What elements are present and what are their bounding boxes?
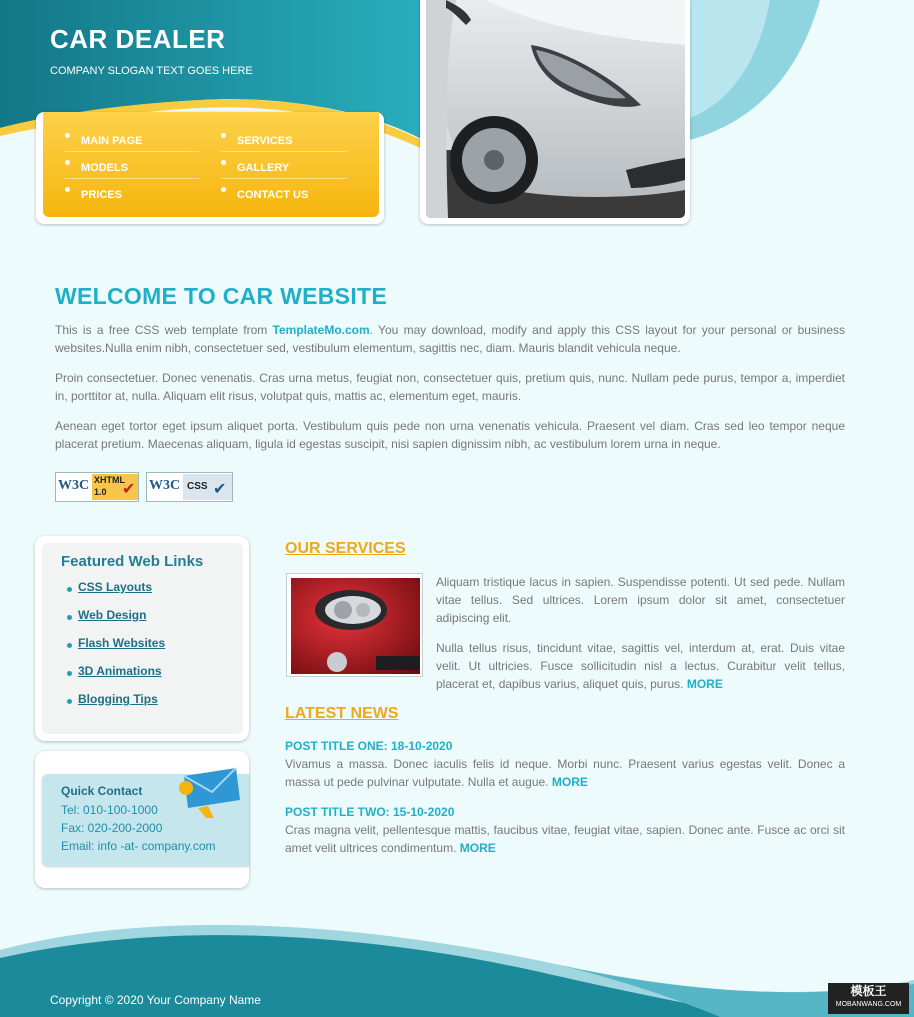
w3c-logo-text: W3C — [58, 478, 90, 493]
header-car-photo — [426, 0, 685, 218]
watermark-url: MOBANWANG.COM — [835, 1001, 902, 1008]
menu-item-main-page[interactable] — [65, 135, 199, 152]
quick-contact-title: Quick Contact — [61, 784, 143, 798]
services-paragraph-2 — [436, 639, 845, 693]
services-car-photo — [291, 578, 420, 674]
site-slogan: COMPANY SLOGAN TEXT GOES HERE — [50, 65, 253, 77]
menu-item-label: MODELS — [81, 162, 129, 174]
featured-links-title: Featured Web Links — [61, 553, 204, 570]
menu-item-label: SERVICES — [237, 135, 293, 147]
bullet-icon — [67, 671, 72, 676]
main-menu — [43, 112, 379, 217]
badge-version: 1.0 — [94, 487, 107, 497]
menu-item-label: MAIN PAGE — [81, 135, 143, 147]
bullet-icon — [65, 160, 70, 165]
contact-email: Email: info -at- company.com — [61, 839, 216, 853]
post-text: Cras magna velit, pellentesque mattis, faucibus vitae, feugiat vitae, sapien. Donec ante. Fusce ac orci sit amet velit ultrices condimentum. — [285, 823, 845, 855]
welcome-title: WELCOME TO CAR WEBSITE — [55, 283, 388, 309]
checkmark-icon: ✔ — [213, 481, 227, 498]
post-text-2 — [285, 821, 845, 857]
bullet-icon — [221, 187, 226, 192]
link-blogging-tips[interactable]: Blogging Tips — [78, 692, 158, 706]
link-css-layouts[interactable]: CSS Layouts — [78, 580, 153, 594]
w3c-logo-text: W3C — [149, 478, 181, 493]
checkmark-icon: ✔ — [122, 481, 136, 498]
contact-tel: Tel: 010-100-1000 — [61, 803, 158, 817]
services-more-link[interactable]: MORE — [686, 677, 723, 691]
bullet-icon — [221, 133, 226, 138]
footer-copyright: Copyright © 2020 Your Company Name — [50, 993, 261, 1007]
welcome-paragraph-3: Aenean eget tortor eget ipsum aliquet porta. Vestibulum quis pede non urna venenatis vehicula. Praesent vel diam. Cras sed leo tempor neque placerat pretium. Maecenas aliquam, ligula id egestas suscipit, nisi sapien dignissim nibh, ac vestibulum lorem urna in neque. — [55, 419, 845, 451]
post-text: Vivamus a massa. Donec iaculis felis id neque. Morbi nunc. Praesent varius egestas velit. Donec a massa ut pede pulvinar vulputate. Nulla et augue. — [285, 757, 845, 789]
services-paragraph-1: Aliquam tristique lacus in sapien. Suspendisse potenti. Ut sed pede. Nullam vitae tellus. Sed ultrices. Lorem ipsum dolor sit amet, consectetuer adipiscing elit. — [436, 575, 845, 625]
bullet-icon — [65, 187, 70, 192]
bullet-icon — [67, 587, 72, 592]
w3c-css-badge[interactable] — [146, 472, 233, 502]
welcome-paragraph-text: This is a free CSS web template from — [55, 323, 273, 337]
bullet-icon — [67, 643, 72, 648]
menu-item-gallery[interactable] — [221, 162, 347, 179]
bullet-icon — [65, 133, 70, 138]
services-title: OUR SERVICES — [285, 540, 406, 557]
welcome-paragraph-2: Proin consectetuer. Donec venenatis. Cras urna metus, feugiat non, consectetuer quis, pretium quis, nunc. Nullam pede purus, tempor a, imperdiet in, porttitor at, nulla. Aliquam elit risus, volutpat quis, mattis ac, elementum eget, mauris. — [55, 371, 845, 403]
badge-label: CSS — [187, 481, 208, 492]
site-brand: CAR DEALER — [50, 24, 226, 54]
news-title: LATEST NEWS — [285, 705, 399, 722]
link-flash-websites[interactable]: Flash Websites — [78, 636, 166, 650]
envelope-icon — [176, 762, 242, 820]
post-title-2: POST TITLE TWO: 15-10-2020 — [285, 805, 455, 819]
menu-item-label: CONTACT US — [237, 189, 309, 201]
bullet-icon — [67, 615, 72, 620]
bullet-icon — [67, 699, 72, 704]
menu-item-prices[interactable] — [65, 189, 199, 205]
post-text-1 — [285, 755, 845, 791]
services-paragraph-text: Nulla tellus risus, tincidunt vitae, sagittis vel, interdum at, erat. Duis vitae velit. Ut ultricies. Fusce sollicitudin nisl a lectus. Curabitur velit tellus, placerat et, dapibus varius, aliquet quis, purus. — [436, 641, 845, 691]
bullet-icon — [221, 160, 226, 165]
menu-item-label: PRICES — [81, 189, 122, 201]
post-2-more-link[interactable]: MORE — [459, 841, 496, 855]
menu-item-contact-us[interactable] — [221, 189, 347, 205]
templatemo-link[interactable]: TemplateMo.com — [272, 323, 370, 337]
w3c-xhtml-badge[interactable] — [55, 472, 139, 502]
menu-item-label: GALLERY — [237, 162, 290, 174]
badge-label: XHTML — [94, 475, 125, 485]
contact-fax: Fax: 020-200-2000 — [61, 821, 163, 835]
watermark-title: 模板王 — [850, 984, 887, 998]
welcome-paragraph-text: . You may download, modify and apply this CSS layout for your personal or business websites.Nulla enim nibh, consectetuer sed, vestibulum elementum, sagittis nec, diam. Mauris blandit vehicula neque. — [55, 323, 845, 355]
menu-item-models[interactable] — [65, 162, 199, 179]
link-web-design[interactable]: Web Design — [78, 608, 147, 622]
watermark-badge — [828, 983, 909, 1014]
post-title-1: POST TITLE ONE: 18-10-2020 — [285, 739, 453, 753]
menu-item-services[interactable] — [221, 135, 347, 152]
welcome-paragraph-1 — [55, 321, 845, 357]
post-1-more-link[interactable]: MORE — [551, 775, 588, 789]
link-3d-animations[interactable]: 3D Animations — [78, 664, 162, 678]
